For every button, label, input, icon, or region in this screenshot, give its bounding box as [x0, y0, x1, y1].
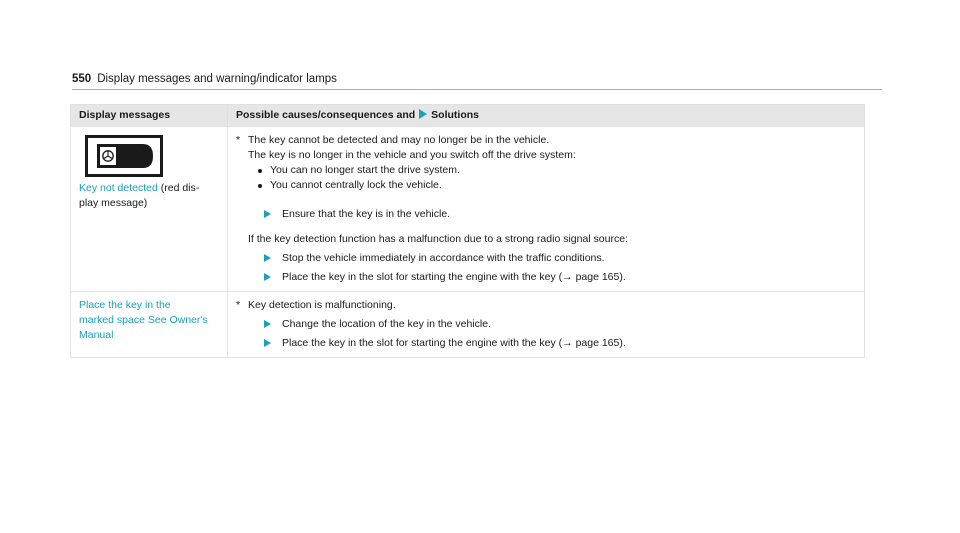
- solution-step: [236, 317, 856, 332]
- causes-cell: [228, 292, 865, 358]
- cause-text: The key cannot be detected and may no longer be in the vehicle.: [248, 134, 550, 146]
- table-header-row: [71, 105, 865, 127]
- cause-line: [236, 298, 856, 313]
- message-note-cont: play message): [79, 197, 148, 209]
- page-number: 550: [72, 73, 92, 85]
- step-text: Place the key in the slot for starting the engine with the key (→ page 165).: [282, 337, 626, 349]
- cause-line: [236, 133, 856, 148]
- step-arrow-icon: [264, 273, 271, 281]
- step-text: Ensure that the key is in the vehicle.: [282, 208, 451, 220]
- causes-cell: [228, 127, 865, 292]
- cause-line: The key is no longer in the vehicle and you switch off the drive system:: [248, 149, 576, 161]
- message-place-key-cont: marked space See Owner's: [79, 314, 208, 326]
- consequence-list: [236, 163, 856, 193]
- cause-mark: *: [236, 134, 241, 146]
- cause-text: Key detection is malfunctioning.: [248, 299, 396, 311]
- message-place-key-cont: Manual: [79, 329, 114, 341]
- page-header: [72, 72, 882, 86]
- display-messages-table: [70, 104, 865, 358]
- message-cell: [71, 292, 228, 358]
- message-cell: [71, 127, 228, 292]
- cause-mark: *: [236, 299, 241, 311]
- list-item: You cannot centrally lock the vehicle.: [258, 178, 856, 193]
- solution-step: [236, 207, 856, 222]
- step-arrow-icon: [264, 254, 271, 262]
- message-key-not-detected: Key not detected: [79, 182, 158, 194]
- table-row: [71, 127, 865, 292]
- key-fob-icon: [85, 135, 163, 177]
- solution-step: [236, 251, 856, 266]
- header-divider: [72, 89, 882, 90]
- solution-arrow-icon: [419, 109, 427, 119]
- solution-step: [236, 270, 856, 285]
- page-header-title: Display messages and warning/indicator lamps: [97, 73, 337, 85]
- col-header-solutions: Solutions: [431, 109, 480, 121]
- condition-text: If the key detection function has a malfunction due to a strong radio signal source:: [248, 233, 628, 245]
- step-text: Stop the vehicle immediately in accordance with the traffic conditions.: [282, 252, 605, 264]
- col-header-display-messages: Display messages: [71, 105, 228, 127]
- step-text: Place the key in the slot for starting the engine with the key (→ page 165).: [282, 271, 626, 283]
- col-header-causes-solutions: [228, 105, 865, 127]
- step-arrow-icon: [264, 339, 271, 347]
- solution-step: [236, 336, 856, 351]
- table-row: [71, 292, 865, 358]
- message-text: [79, 181, 219, 211]
- step-arrow-icon: [264, 320, 271, 328]
- step-text: Change the location of the key in the vehicle.: [282, 318, 491, 330]
- list-item: You can no longer start the drive system.: [258, 163, 856, 178]
- step-arrow-icon: [264, 210, 271, 218]
- col-header-causes: Possible causes/consequences and: [236, 109, 416, 121]
- message-place-key: Place the key in the: [79, 299, 171, 311]
- message-note: (red dis-: [160, 182, 200, 194]
